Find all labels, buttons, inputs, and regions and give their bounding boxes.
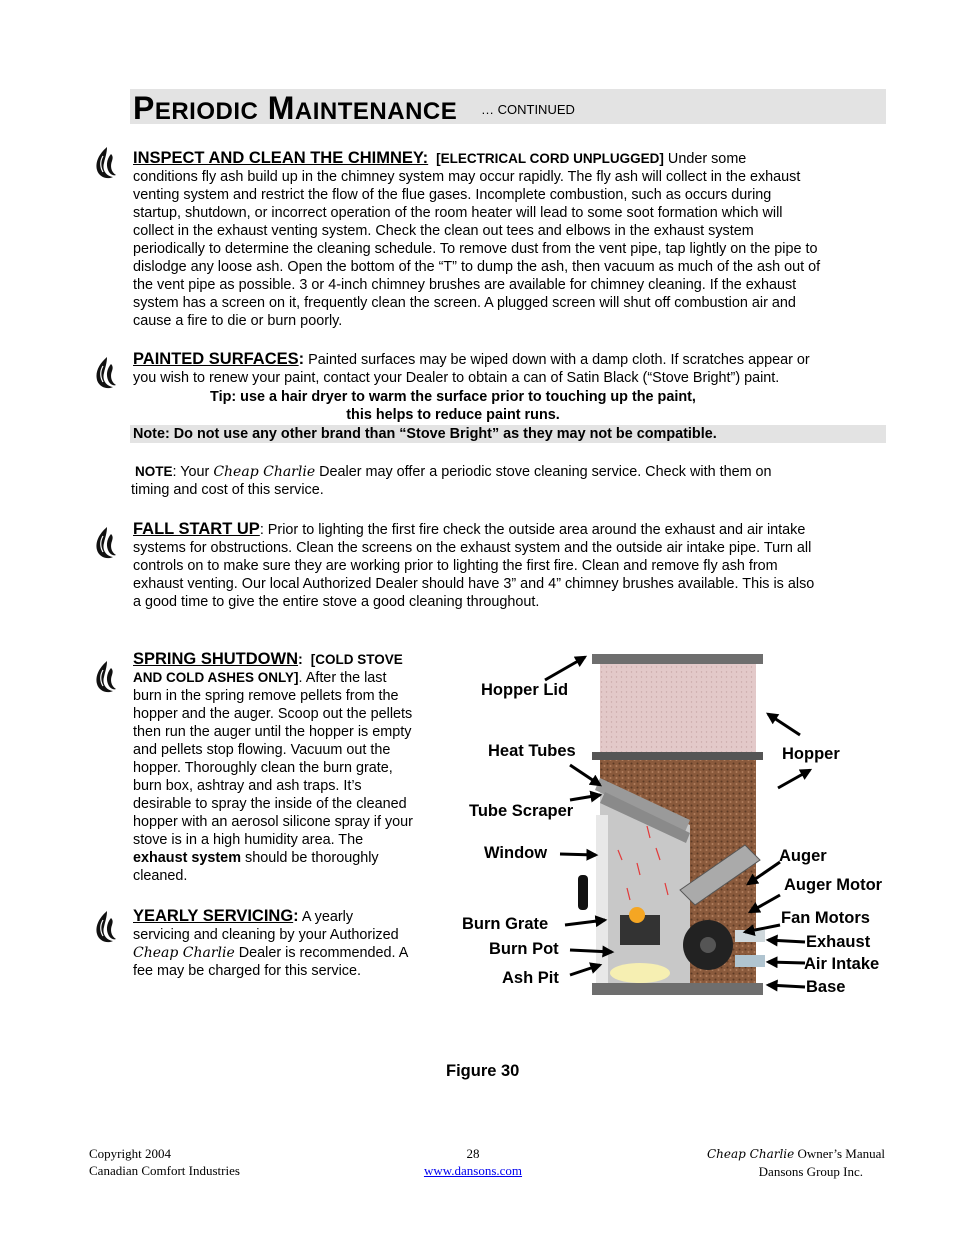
label-auger-motor: Auger Motor [784,876,883,894]
hopper-lid-plate [592,654,763,664]
footer-center [414,1145,532,1179]
brand-name: Cheap Charlie [133,945,235,961]
flame-bullet-icon [93,356,117,390]
label-base: Base [806,978,846,996]
hopper-divider [592,752,763,760]
chimney-bracket: [ELECTRICAL CORD UNPLUGGED] [436,151,664,166]
label-heat-tubes: Heat Tubes [488,742,576,760]
label-ash-pit: Ash Pit [502,969,559,987]
footer-right: Cheap Charlie Owner’s Manual Dansons Group Inc. [707,1146,885,1179]
website-link[interactable]: www.dansons.com [423,1163,523,1178]
label-air-intake: Air Intake [804,955,880,973]
brand-name: Cheap Charlie [213,464,316,480]
yearly-heading: YEARLY SERVICING [133,907,294,925]
fall-section: FALL START UP: Prior to lighting the first fire check the outside area around the exhaust and air intake systems for obstructions. Clean the screens on the exhaust system and the outside air intake pipe. Turn all controls on to make sure they are working prior to lighting the first fire. Clean and remove fly ash from exhaust venting. Our local Authorized Dealer should have 3” and 4” chimney brushes available. This is also a good time to give the entire stove a good cleaning throughout. [133,520,815,610]
label-fan-motors: Fan Motors [781,909,870,927]
chimney-section: INSPECT AND CLEAN THE CHIMNEY: [ELECTRICAL CORD UNPLUGGED] Under some conditions fly ash build up in the chimney system may occur rapidly. The fly ash will collect in the exhaust venting system and restrict the flow of the flue gases. Incomplete combustion, such as occurs during startup, shutdown, or incorrect operation of the room heater will lead to some soot formation which will collect in the exhaust venting system. Check the clean out tees and elbows in the exhaust system periodically to determine the cleaning schedule. To remove dust from the vent pipe, tap lightly on the pipe to dislodge any loose ash. Open the bottom of the “T” to dump the ash, then vacuum as much of the ash out of the vent pipe as possible. 3 or 4-inch chimney brushes are available for chimney cleaning. If the exhaust system has a screen on it, frequently clean the screen. A plugged screen will shut off combustion air and cause a fire to die or burn poorly. [133,149,821,329]
ash-pit [610,963,670,983]
flame-bullet-icon [93,910,117,944]
label-burn-pot: Burn Pot [489,940,559,958]
base-plate [592,983,763,995]
title-continued: … CONTINUED [481,102,575,117]
fall-heading: FALL START UP [133,520,260,538]
label-tube-scraper: Tube Scraper [469,802,574,820]
label-hopper: Hopper [782,745,840,763]
flame [629,907,645,923]
flame-bullet-icon [93,526,117,560]
label-auger: Auger [779,847,827,865]
hopper-lid-area [600,664,756,752]
label-window: Window [484,844,548,862]
painted-tip: Tip: use a hair dryer to warm the surface prior to touching up the paint, this helps to reduce paint runs. [210,389,696,423]
window-handle [578,875,588,910]
note-bar-text: Note: Do not use any other brand than “Stove Bright” as they may not be compatible. [133,426,717,442]
flame-bullet-icon [93,146,117,180]
flame-bullet-icon [93,660,117,694]
painted-section: PAINTED SURFACES: Painted surfaces may be wiped down with a damp cloth. If scratches appear or you wish to renew your paint, contact your Dealer to obtain a can of Satin Black (“Stove Bright”) paint. [133,350,810,386]
window-glass [596,815,608,990]
spring-section: SPRING SHUTDOWN: [COLD STOVE AND COLD ASHES ONLY]. After the last burn in the spring remove pellets from the hopper and the auger. Scoop out the pellets then run the auger until the hopper is empty and pellets stop flowing. Vacuum out the hopper. Thoroughly clean the burn grate, burn box, ashtray and ash traps. It’s desirable to spray the inside of the cleaned hopper with an aerosol silicone spray if your stove is in a high humidity area. The exhaust system should be thoroughly cleaned. [133,650,413,884]
figure-caption: Figure 30 [446,1062,520,1080]
note-paragraph: NOTE: Your Cheap Charlie Dealer may offer a periodic stove cleaning service. Check with them on timing and cost of this service. [131,464,772,498]
footer-left: Copyright 2004 Canadian Comfort Industries [89,1146,240,1178]
painted-heading: PAINTED SURFACES [133,350,299,368]
label-burn-grate: Burn Grate [462,915,549,933]
yearly-section: YEARLY SERVICING: A yearly servicing and cleaning by your Authorized Cheap Charlie Dealer is recommended. A fee may be charged for this service. [133,907,409,979]
page-title: PERIODIC MAINTENANCE [133,90,458,126]
label-exhaust: Exhaust [806,933,871,951]
air-intake-pipe [735,955,765,967]
page-number: 28 [466,1146,480,1161]
chimney-heading: INSPECT AND CLEAN THE CHIMNEY: [133,149,429,167]
spring-heading: SPRING SHUTDOWN [133,650,298,668]
label-hopper-lid: Hopper Lid [481,681,569,699]
